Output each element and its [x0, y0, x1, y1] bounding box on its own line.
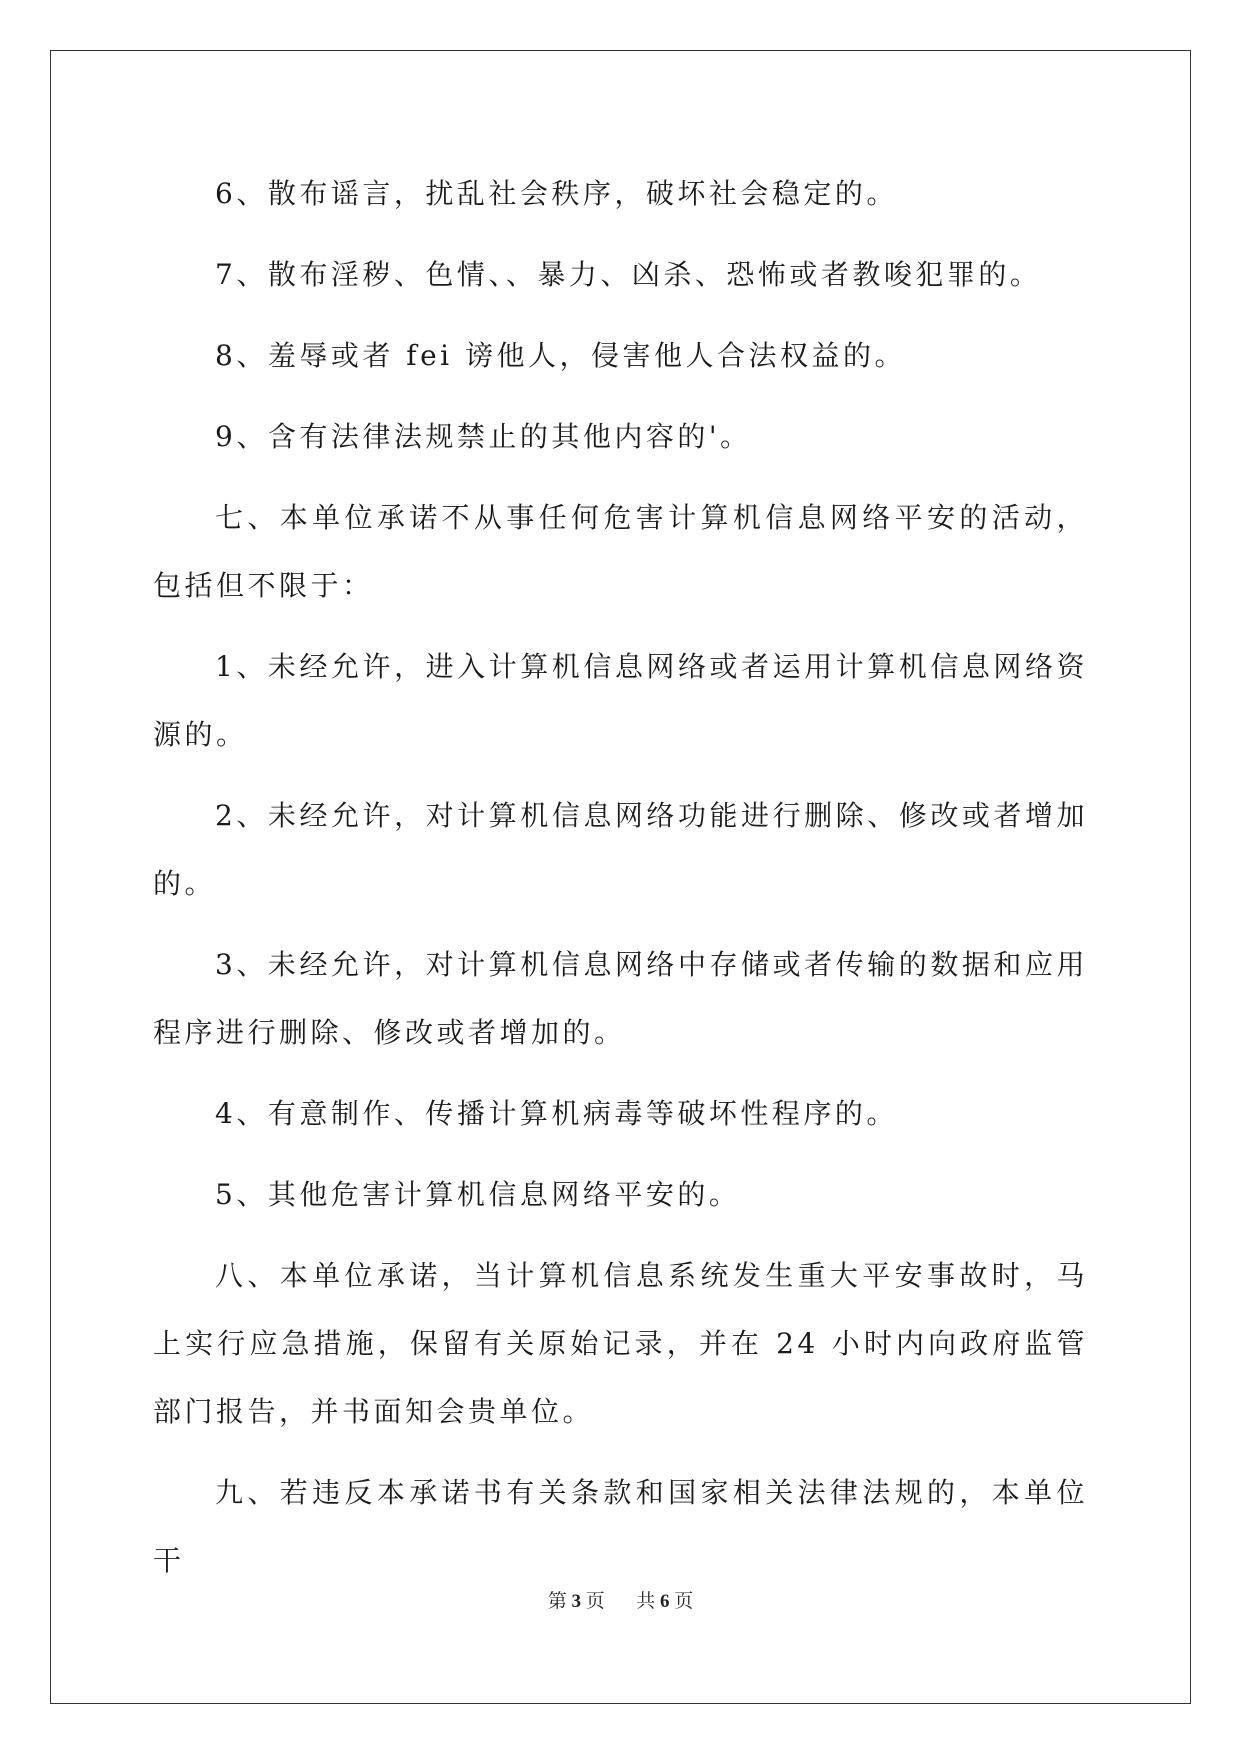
paragraph-item-7: 7、散布淫秽、色情、、暴力、凶杀、恐怖或者教唆犯罪的。	[215, 258, 1042, 291]
paragraph-item-1: 1、未经允许，进入计算机信息网络或者运用计算机信息网络资源的。	[153, 650, 1088, 751]
paragraph-item-5: 5、其他危害计算机信息网络平安的。	[215, 1178, 741, 1211]
paragraph-item-9: 9、含有法律法规禁止的其他内容的'。	[215, 420, 752, 453]
footer-total-unit: 页	[674, 1591, 694, 1612]
paragraph-item-6: 6、散布谣言，扰乱社会秩序，破坏社会稳定的。	[215, 177, 898, 210]
paragraph-item-4: 4、有意制作、传播计算机病毒等破坏性程序的。	[215, 1097, 898, 1130]
footer-prefix: 第	[547, 1591, 567, 1612]
paragraph-item-3: 3、未经允许，对计算机信息网络中存储或者传输的数据和应用程序进行删除、修改或者增加的。	[153, 948, 1088, 1049]
current-page-number: 3	[571, 1591, 581, 1612]
paragraph-section-9: 九、若违反本承诺书有关条款和国家相关法律法规的，本单位干	[153, 1476, 1088, 1577]
page-footer	[0, 1586, 1241, 1613]
paragraph-item-2: 2、未经允许，对计算机信息网络功能进行删除、修改或者增加的。	[153, 799, 1088, 900]
paragraph-section-7: 七、本单位承诺不从事任何危害计算机信息网络平安的活动，包括但不限于：	[153, 501, 1088, 602]
footer-total-prefix: 共	[636, 1591, 656, 1612]
document-body	[153, 160, 1088, 1608]
paragraph-item-8: 8、羞辱或者 fei 谤他人，侵害他人合法权益的。	[215, 339, 907, 372]
total-page-count: 6	[660, 1591, 670, 1612]
footer-page-unit: 页	[585, 1591, 605, 1612]
paragraph-section-8: 八、本单位承诺，当计算机信息系统发生重大平安事故时，马上实行应急措施，保留有关原始记录，并在 24 小时内向政府监管部门报告，并书面知会贵单位。	[153, 1259, 1088, 1428]
